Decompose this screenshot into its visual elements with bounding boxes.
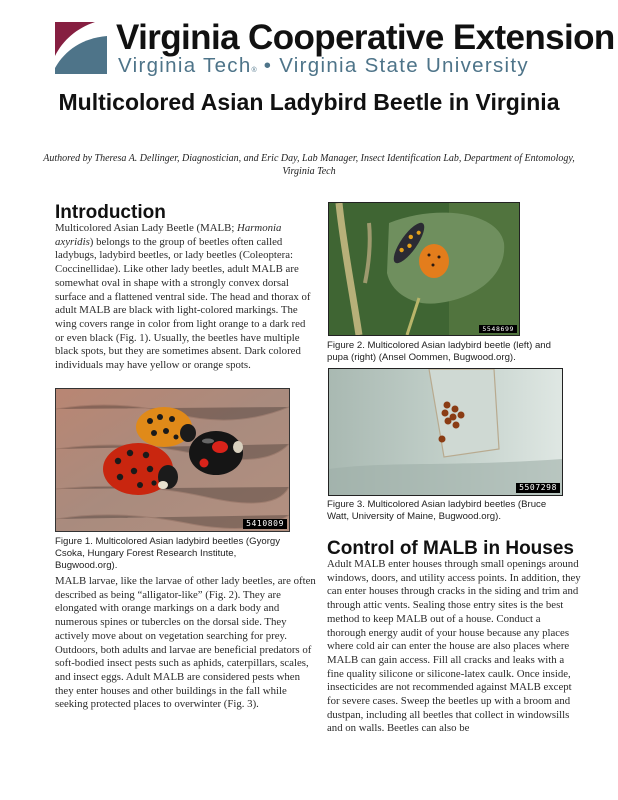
trademark-symbol: ® — [251, 67, 257, 74]
larva-and-pupa-image — [329, 203, 519, 335]
figure-2-photo — [328, 202, 520, 336]
intro-text-rest: ) belongs to the group of beetles often called ladybugs, ladybird beetles, or lady beetles (Coleoptera: Coccinellidae). Like other lady beetles, adult MALB are somewhat oval in shape with a strongly convex dorsal surface and a flattened ventral side. The head and thorax of adult MALB are black with light-colored markings. The wing covers range in color from light orange to a dark red or even black (Fig. 1). Usually, the beetles have multiple black spots, but they are sometimes absent. Dark colored individuals may have yellow or orange spots. — [55, 235, 311, 372]
control-paragraph: Adult MALB enter houses through small openings around windows, doors, and utility access points. In addition, they can enter houses through cracks in the siding and trim and through attic vents. Sealing those entry sites is the best method to keep MALB out of a house. Conduct a thorough energy audit of your house because any places where cold air can enter the house are also places where MALB can gain access. Fill all cracks and leaks with a fine quality silicone or silicone-latex caulk. Once inside, insecticides are not recommended against MALB except for severe cases. Sweep the beetles up with a broom and dustpan, including all beetles that collect in windowsills and on walls. Beetles can also be — [327, 558, 581, 735]
authors-line: Authored by Theresa A. Dellinger, Diagnostician, and Eric Day, Lab Manager, Insect Identification Lab, Department of Entomology, Virginia Tech — [43, 153, 575, 177]
org-universities — [118, 55, 529, 82]
university-virginia-state: Virginia State University — [279, 54, 529, 77]
scientific-name: Harmonia axyridis — [55, 222, 282, 248]
beetles-on-clothing-image — [329, 369, 562, 495]
org-name: Virginia Cooperative Extension — [116, 18, 615, 57]
figure-1-caption: Figure 1. Multicolored Asian ladybird beetles (Gyorgy Csoka, Hungary Forest Research Institute, Bugwood.org). — [55, 536, 281, 571]
figure-2-caption: Figure 2. Multicolored Asian ladybird beetle (left) and pupa (right) (Ansel Oommen, Bugwood.org). — [327, 340, 551, 363]
separator-bullet: • — [263, 54, 273, 77]
figure-3-caption: Figure 3. Multicolored Asian ladybird beetles (Bruce Watt, University of Maine, Bugwood.org). — [327, 499, 547, 522]
ladybird-beetles-image — [56, 389, 289, 531]
figure-1-photo — [55, 388, 290, 532]
control-heading: Control of MALB in Houses — [327, 538, 574, 559]
university-virginia-tech: Virginia Tech — [118, 54, 252, 77]
introduction-heading: Introduction — [55, 202, 166, 223]
image-id-label: 5410809 — [243, 519, 287, 529]
document-title: Multicolored Asian Ladybird Beetle in Virginia — [58, 89, 560, 115]
vce-logo-mark — [55, 22, 107, 74]
figure-3-photo — [328, 368, 563, 496]
introduction-paragraph-1 — [55, 222, 317, 373]
intro-text-start: Multicolored Asian Lady Beetle (MALB; — [55, 222, 238, 234]
logo-swoosh-icon — [55, 22, 107, 74]
introduction-paragraph-2: MALB larvae, like the larvae of other lady beetles, are often described as being “alligator-like” (Fig. 2). They are elongated with orange markings on a dark body and numerous spines or tubercles on the dorsal side. They actively move about on vegetation searching for prey. Outdoors, both adults and larvae are beneficial predators of soft-bodied insect pests such as aphids, caterpillars, scales, and insect eggs. Adult MALB are considered pests when they enter houses and other buildings in the fall while seeking protected places to overwinter (Fig. 3). — [55, 575, 316, 711]
image-id-label: 5507298 — [516, 483, 560, 493]
image-id-label: 5548699 — [479, 325, 517, 333]
